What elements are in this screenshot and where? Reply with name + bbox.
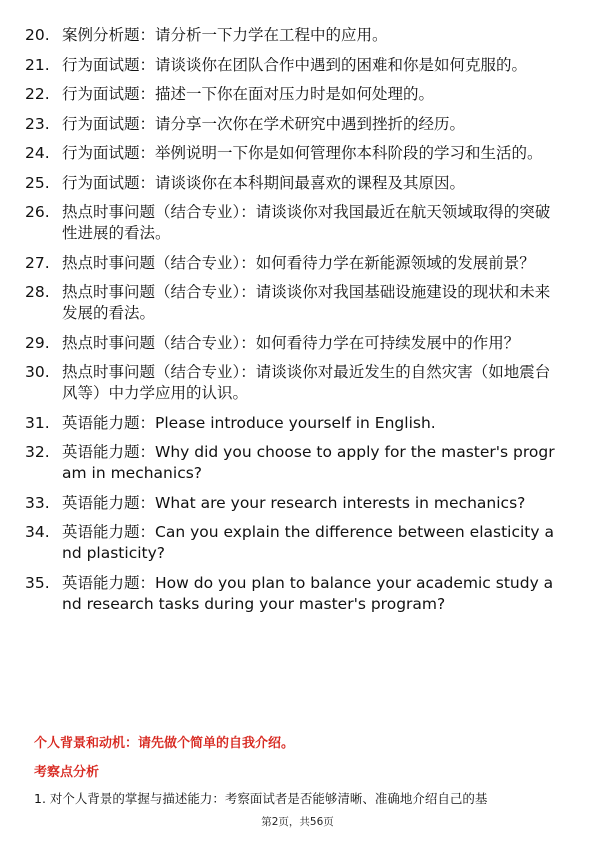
question-item bbox=[25, 114, 555, 135]
question-text: 行为面试题：请分享一次你在学术研究中遇到挫折的经历。 bbox=[62, 114, 466, 133]
question-number: 22. bbox=[25, 85, 50, 103]
question-text: 热点时事问题（结合专业）：请谈谈你对最近发生的自然灾害（如地震台风等）中力学应用的认识。 bbox=[62, 363, 551, 402]
question-text: 英语能力题：Please introduce yourself in English. bbox=[62, 413, 436, 432]
question-item bbox=[25, 522, 555, 564]
question-item bbox=[25, 55, 555, 76]
question-number: 28. bbox=[25, 283, 50, 301]
question-text: 热点时事问题（结合专业）：请谈谈你对我国最近在航天领域取得的突破性进展的看法。 bbox=[62, 203, 551, 242]
question-item bbox=[25, 413, 555, 434]
question-text: 英语能力题：Can you explain the difference between elasticity and plasticity? bbox=[62, 523, 554, 562]
question-number: 20. bbox=[25, 26, 50, 44]
question-number: 30. bbox=[25, 363, 50, 381]
question-item bbox=[25, 493, 555, 514]
question-number: 27. bbox=[25, 253, 50, 272]
question-text: 英语能力题：What are your research interests in mechanics? bbox=[62, 493, 526, 512]
question-number: 29. bbox=[25, 333, 50, 352]
analysis-heading: 考察点分析 bbox=[34, 765, 100, 780]
question-item bbox=[25, 253, 555, 274]
question-list bbox=[25, 25, 555, 623]
question-number: 34. bbox=[25, 523, 50, 541]
question-item bbox=[25, 143, 555, 164]
question-text: 英语能力题：How do you plan to balance your academic study and research tasks during your master's program? bbox=[62, 573, 554, 613]
question-item bbox=[25, 84, 555, 105]
question-number: 25. bbox=[25, 173, 50, 192]
question-number: 24. bbox=[25, 144, 50, 162]
question-text: 行为面试题：请谈谈你在团队合作中遇到的困难和你是如何克服的。 bbox=[62, 55, 528, 74]
section-title: 个人背景和动机：请先做个简单的自我介绍。 bbox=[34, 736, 295, 751]
analysis-point: 1. 对个人背景的掌握与描述能力：考察面试者是否能够清晰、准确地介绍自己的基 bbox=[34, 791, 488, 806]
question-item bbox=[25, 362, 555, 404]
question-number: 33. bbox=[25, 493, 50, 512]
question-number: 32. bbox=[25, 443, 50, 461]
question-item bbox=[25, 173, 555, 194]
question-number: 21. bbox=[25, 55, 50, 74]
question-text: 热点时事问题（结合专业）：如何看待力学在可持续发展中的作用？ bbox=[62, 333, 520, 352]
question-item bbox=[25, 442, 555, 484]
question-text: 行为面试题：描述一下你在面对压力时是如何处理的。 bbox=[62, 85, 435, 103]
question-text: 案例分析题：请分析一下力学在工程中的应用。 bbox=[62, 26, 388, 44]
question-text: 行为面试题：请谈谈你在本科期间最喜欢的课程及其原因。 bbox=[62, 173, 466, 192]
question-item bbox=[25, 573, 555, 615]
question-text: 热点时事问题（结合专业）：如何看待力学在新能源领域的发展前景？ bbox=[62, 253, 535, 272]
question-number: 35. bbox=[25, 573, 50, 592]
question-text: 行为面试题：举例说明一下你是如何管理你本科阶段的学习和生活的。 bbox=[62, 144, 543, 162]
question-number: 31. bbox=[25, 413, 50, 432]
question-number: 26. bbox=[25, 203, 50, 221]
question-number: 23. bbox=[25, 114, 50, 133]
question-text: 英语能力题：Why did you choose to apply for the master's program in mechanics? bbox=[62, 443, 555, 482]
question-item bbox=[25, 202, 555, 244]
question-item bbox=[25, 282, 555, 324]
question-text: 热点时事问题（结合专业）：请谈谈你对我国基础设施建设的现状和未来发展的看法。 bbox=[62, 283, 551, 322]
question-item bbox=[25, 333, 555, 354]
question-item bbox=[25, 25, 555, 46]
page-number: 第2页，共56页 bbox=[261, 816, 334, 828]
